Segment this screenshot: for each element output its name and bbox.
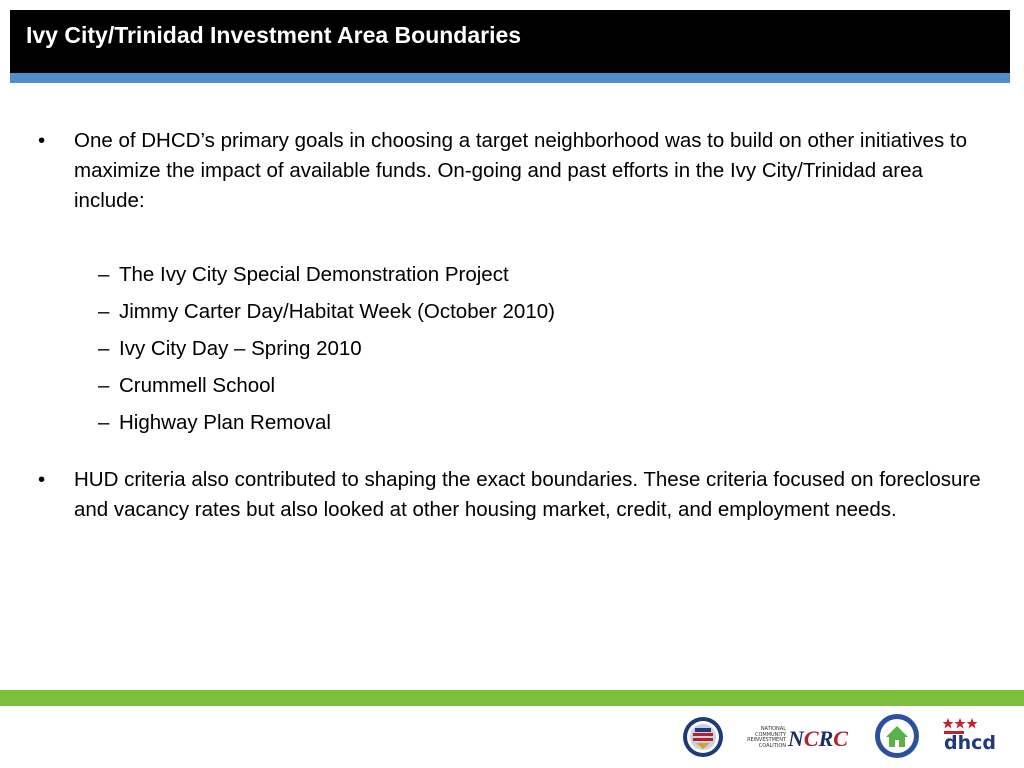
hud-department-seal-logo xyxy=(874,713,920,759)
title-accent-stripe xyxy=(10,73,1010,83)
bullet-text: One of DHCD’s primary goals in choosing a target neighborhood was to build on other initiatives to maximize the impact of available funds. On-going and past efforts in the Ivy City/Trinidad area include: xyxy=(74,129,968,212)
ncrc-logo xyxy=(788,726,848,752)
bullet-item xyxy=(36,465,986,525)
sub-bullet-item xyxy=(36,256,986,293)
dash-icon: – xyxy=(98,411,110,434)
ncrc-letter: N xyxy=(788,726,804,751)
slide-title: Ivy City/Trinidad Investment Area Boundaries xyxy=(26,22,522,48)
dash-icon: – xyxy=(98,263,110,286)
bullet-icon: • xyxy=(38,129,46,152)
sub-bullet-text: Ivy City Day – Spring 2010 xyxy=(119,337,362,360)
dash-icon: – xyxy=(98,300,110,323)
sub-bullet-item xyxy=(36,293,986,330)
dhcd-logo xyxy=(940,716,1006,754)
sub-bullet-text: Crummell School xyxy=(119,374,276,397)
sub-bullet-item xyxy=(36,367,986,404)
dash-icon: – xyxy=(98,337,110,360)
sub-bullet-text: The Ivy City Special Demonstration Project xyxy=(119,263,509,286)
hud-seal-logo xyxy=(682,716,724,758)
ncrc-coalition-text: NATIONAL COMMUNITY REINVESTMENT COALITION xyxy=(747,726,786,749)
ncrc-letter: R xyxy=(818,726,834,751)
bullet-item xyxy=(36,126,986,216)
dhcd-logo-text: dhcd xyxy=(944,732,996,754)
footer-green-bar xyxy=(0,690,1024,706)
dash-icon: – xyxy=(98,374,110,397)
bullet-icon: • xyxy=(38,468,46,491)
sub-bullet-list xyxy=(36,256,986,441)
sub-bullet-text: Highway Plan Removal xyxy=(119,411,331,434)
sub-bullet-item xyxy=(36,404,986,441)
bullet-text: HUD criteria also contributed to shaping the exact boundaries. These criteria focused on foreclosure and vacancy rates but also looked at other housing market, credit, and employment needs. xyxy=(74,468,981,521)
ncrc-letter: C xyxy=(833,726,848,751)
ncrc-letter: C xyxy=(803,726,819,751)
sub-bullet-text: Jimmy Carter Day/Habitat Week (October 2010) xyxy=(119,300,555,323)
slide-content xyxy=(36,126,986,525)
sub-bullet-item xyxy=(36,330,986,367)
